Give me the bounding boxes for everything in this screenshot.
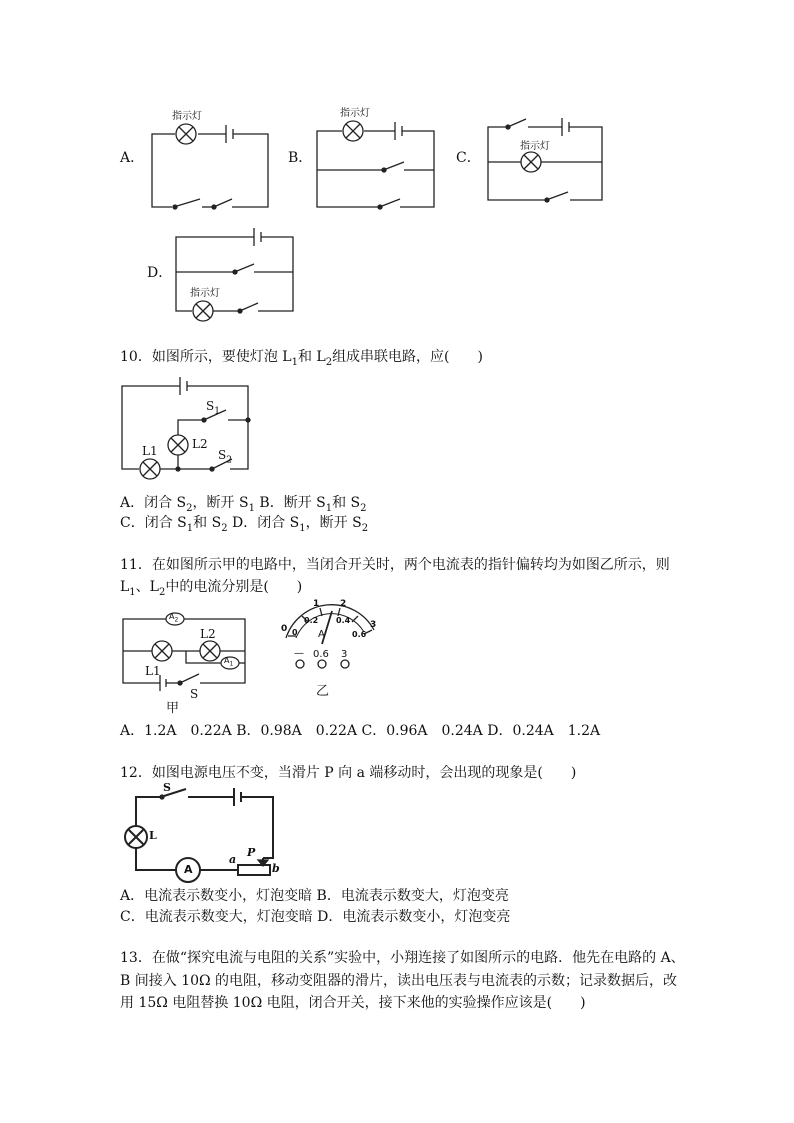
q11-jia-label: 甲 xyxy=(166,701,180,716)
q12-p-label: P xyxy=(247,846,256,859)
q13-line2: B 间接入 10Ω 的电阻，移动变阻器的滑片，读出电压表与电流表的示数；记录数据后，改 xyxy=(120,973,678,989)
q10-l1-label: L1 xyxy=(142,444,158,458)
q9-option-b-label: B． xyxy=(288,150,313,166)
q9-option-a-label: A． xyxy=(120,150,145,166)
q12-b-label: b xyxy=(272,862,280,875)
q11-meter-bottom-3: 0.6 xyxy=(352,630,367,639)
q9-b-lamp-label: 指示灯 xyxy=(340,108,370,119)
q12-s-label: S xyxy=(163,781,171,794)
q12-options-line2: C．电流表示数变大，灯泡变暗 D．电流表示数变小，灯泡变亮 xyxy=(120,909,511,925)
q11-stem-line2: $L_1$、$L_2$中的电流分别是( ) xyxy=(120,579,303,598)
q13-line3: 用 15Ω 电阻替换 10Ω 电阻，闭合开关，接下来他的实验操作应该是( ) xyxy=(120,995,586,1011)
q11-terminal-06: 0.6 xyxy=(313,649,329,660)
q10-stem: 10．如图所示，要使灯泡 $L_1$和 $L_2$组成串联电路，应( ) xyxy=(120,349,483,368)
q11-stem-line1: 11．在如图所示甲的电路中，当闭合开关时，两个电流表的指针偏转均为如图乙所示，则 xyxy=(120,557,670,573)
q11-l2-label: L2 xyxy=(200,627,216,641)
q11-meter-unit: A xyxy=(318,629,325,640)
q12-l-label: L xyxy=(149,829,157,842)
q11-meter-top-0: 0 xyxy=(281,624,288,634)
q11-options: A．1.2A 0.22A B．0.98A 0.22A C．0.96A 0.24A D．0.24A 1.2A xyxy=(120,723,601,739)
q11-yi-label: 乙 xyxy=(316,684,330,699)
q11-s-label: S xyxy=(190,687,199,701)
q10-options-line1: A．闭合 $S_2$，断开 $S_1$ B．断开 $S_1$和 $S_2$ xyxy=(120,495,367,514)
q11-a1-label: $A_1$ xyxy=(224,656,234,668)
q10-s2-label: $S_2$ xyxy=(218,448,232,466)
q11-meter-top-2: 2 xyxy=(340,599,347,609)
q11-meter-top-3: 3 xyxy=(370,620,377,630)
q11-terminal-3: 3 xyxy=(341,649,348,660)
q12-stem: 12．如图电源电压不变，当滑片 P 向 a 端移动时，会出现的现象是( ) xyxy=(120,765,577,781)
q11-a2-label: $A_2$ xyxy=(169,612,179,624)
q11-terminal-minus: — xyxy=(294,648,304,659)
q11-meter-bottom-1: 0.2 xyxy=(304,616,319,625)
q9-d-lamp-label: 指示灯 xyxy=(190,288,220,299)
q13-line1: 13．在做“探究电流与电阻的关系”实验中，小翔连接了如图所示的电路．他先在电路的 A、 xyxy=(120,950,685,966)
q9-a-lamp-label: 指示灯 xyxy=(172,111,202,122)
q11-meter-bottom-0: 0 xyxy=(292,628,298,637)
q10-s1-label: $S_1$ xyxy=(206,399,220,417)
q12-options-line1: A．电流表示数变小，灯泡变暗 B．电流表示数变大，灯泡变亮 xyxy=(120,888,509,904)
q10-options-line2: C．闭合 $S_1$和 $S_2$ D．闭合 $S_1$，断开 $S_2$ xyxy=(120,515,369,534)
q11-l1-label: L1 xyxy=(145,664,161,678)
q11-meter-top-1: 1 xyxy=(313,599,320,609)
q9-option-c-label: C． xyxy=(456,150,481,166)
q9-option-d-label: D． xyxy=(147,265,173,281)
q9-c-lamp-label: 指示灯 xyxy=(520,141,550,152)
q11-meter-bottom-2: 0.4 xyxy=(336,616,351,625)
q12-a-label: a xyxy=(229,853,237,866)
q10-l2-label: L2 xyxy=(192,437,208,451)
q12-ammeter-label: A xyxy=(184,863,193,876)
